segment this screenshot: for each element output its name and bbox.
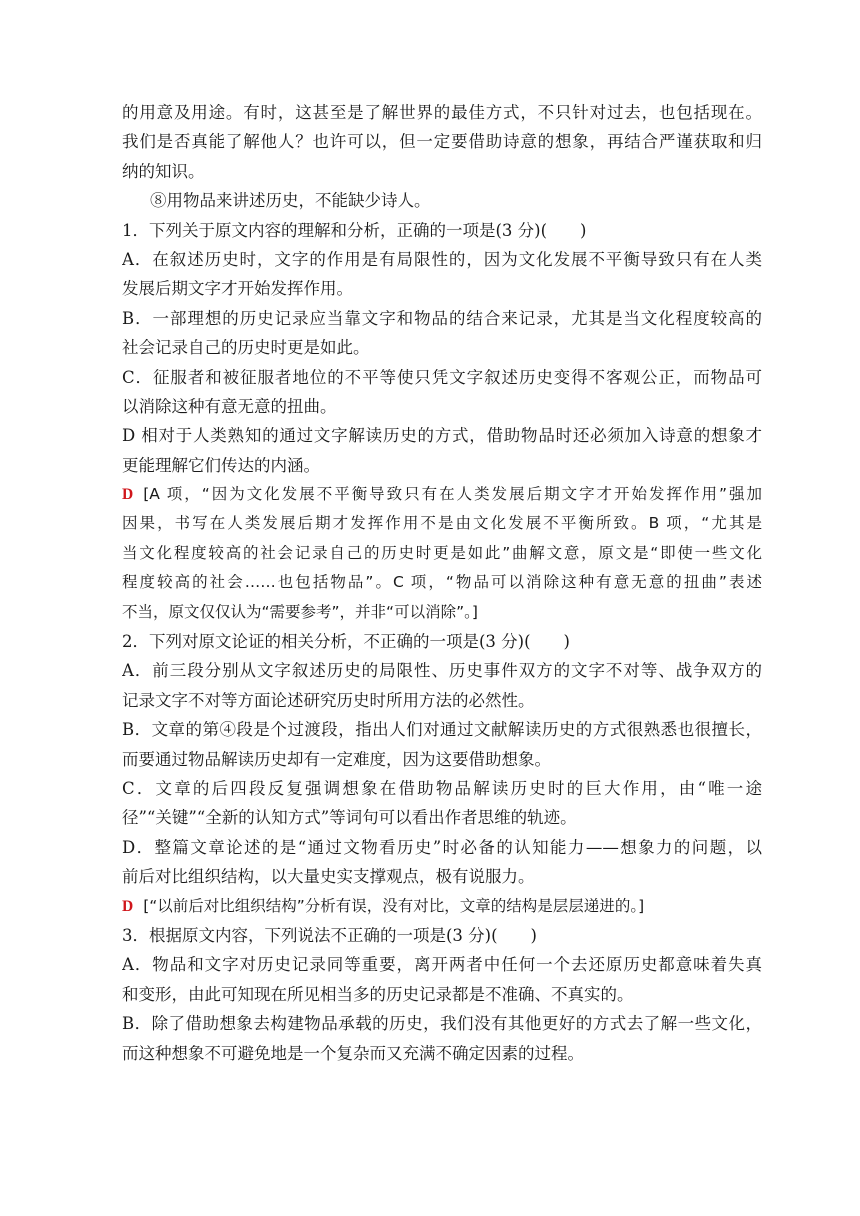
option-a: A．前三段分别从文字叙述历史的局限性、历史事件双方的文字不对等、战争双方的 [122, 661, 762, 681]
paragraph-8: ⑧用物品来讲述历史，不能缺少诗人。 [150, 191, 431, 211]
option-b: B．一部理想的历史记录应当靠文字和物品的结合来记录，尤其是当文化程度较高的 [122, 308, 762, 328]
question-stem: 1．下列关于原文内容的理解和分析，正确的一项是(3 分)( ) [122, 220, 587, 240]
analysis-text: [A 项，“因为文化发展不平衡导致只有在人类发展后期文字才开始发挥作用”强加 [143, 485, 762, 504]
question-3 [122, 921, 762, 1068]
analysis-line: 当文化程度较高的社会记录自己的历史时更是如此”曲解文意，原文是“即使一些文化 [122, 543, 762, 562]
text-line: 的用意及用途。有时，这甚至是了解世界的最佳方式，不只针对过去，也包括现在。 [122, 103, 762, 122]
answer-letter: D [122, 486, 134, 504]
option-c: C．征服者和被征服者地位的不平等使只凭文字叙述历史变得不客观公正，而物品可 [122, 367, 762, 387]
text-line: 纳的知识。 [122, 161, 205, 181]
option-c-cont: 以消除这种有意无意的扭曲。 [122, 396, 337, 416]
analysis-line: 程度较高的社会……也包括物品”。C 项，“物品可以消除这种有意无意的扭曲”表述 [122, 573, 762, 592]
answer-analysis [122, 480, 762, 509]
option-a-cont: 记录文字不对等方面论述研究历史时所用方法的必然性。 [122, 690, 535, 710]
option-a: A．在叙述历史时，文字的作用是有局限性的，因为文化发展不平衡导致只有在人类 [122, 249, 762, 269]
question-2 [122, 627, 762, 921]
option-d-cont: 更能理解它们传达的内涵。 [122, 455, 320, 475]
question-stem: 2．下列对原文论证的相关分析，不正确的一项是(3 分)( ) [122, 632, 570, 652]
top-paragraph [122, 98, 762, 186]
analysis-line: 因果，书写在人类发展后期才发挥作用不是由文化发展不平衡所致。B 项，“尤其是 [122, 514, 762, 533]
option-b: B．文章的第④段是个过渡段，指出人们对通过文献解读历史的方式很熟悉也很擅长， [122, 720, 762, 740]
option-b-cont: 而这种想象不可避免地是一个复杂而又充满不确定因素的过程。 [122, 1043, 584, 1063]
option-b: B．除了借助想象去构建物品承载的历史，我们没有其他更好的方式去了解一些文化， [122, 1014, 762, 1034]
option-d: D．整篇文章论述的是“通过文物看历史”时必备的认知能力——想象力的问题，以 [122, 837, 762, 857]
option-b-cont: 而要通过物品解读历史却有一定难度，因为这要借助想象。 [122, 749, 551, 769]
option-d-cont: 前后对比组织结构，以大量史实支撑观点，极有说服力。 [122, 867, 535, 887]
question-stem: 3．根据原文内容，下列说法不正确的一项是(3 分)( ) [122, 925, 537, 945]
answer-analysis [122, 892, 762, 921]
analysis-line: 不当，原文仅仅认为“需要参考”，并非“可以消除”。] [122, 602, 478, 621]
document-page [122, 98, 762, 1068]
option-a-cont: 和变形，由此可知现在所见相当多的历史记录都是不准确、不真实的。 [122, 984, 634, 1004]
option-c-cont: 径”“关键”“全新的认知方式”等词句可以看出作者思维的轨迹。 [122, 808, 577, 828]
analysis-text: [“以前后对比组织结构”分析有误，没有对比，文章的结构是层层递进的。] [143, 896, 645, 915]
option-c: C．文章的后四段反复强调想象在借助物品解读历史时的巨大作用，由“唯一途 [122, 778, 762, 798]
option-a-cont: 发展后期文字才开始发挥作用。 [122, 279, 353, 299]
option-b-cont: 社会记录自己的历史时更是如此。 [122, 338, 370, 358]
text-line: 我们是否真能了解他人？也许可以，但一定要借助诗意的想象，再结合严谨获取和归 [122, 132, 762, 152]
option-d: D 相对于人类熟知的通过文字解读历史的方式，借助物品时还必须加入诗意的想象才 [122, 426, 762, 446]
option-a: A．物品和文字对历史记录同等重要，离开两者中任何一个去还原历史都意味着失真 [122, 955, 762, 975]
question-1 [122, 216, 762, 627]
answer-letter: D [122, 897, 134, 915]
